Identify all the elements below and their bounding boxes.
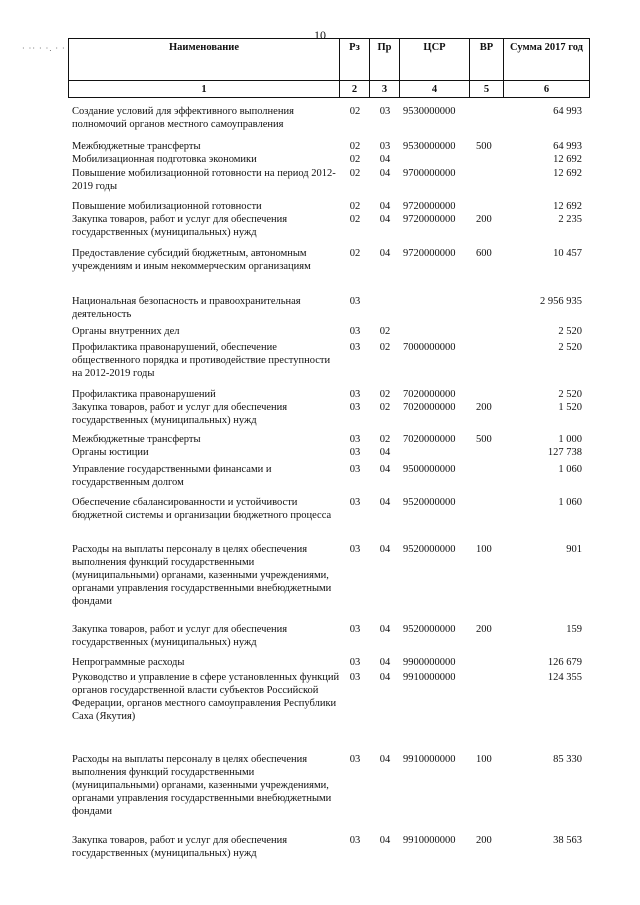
row-name: Профилактика правонарушений — [72, 389, 216, 400]
row-name: Расходы на выплаты персоналу в целях обеспечения выполнения функций государственными (муниципальными) органами, казенными учреждениями, органами управления государственными внебюджетными фондами — [72, 544, 332, 607]
row-csr: 7020000000 — [403, 389, 456, 400]
row-rz: 02 — [349, 201, 361, 212]
row-pr: 02 — [379, 434, 391, 445]
row-rz: 02 — [349, 168, 361, 179]
row-name: Закупка товаров, работ и услуг для обеспечения государственных (муниципальных) нужд — [72, 214, 288, 238]
row-rz: 03 — [349, 544, 361, 555]
header-rz: Рз — [340, 39, 370, 81]
row-pr: 02 — [379, 402, 391, 413]
row-sum: 2 520 — [558, 342, 582, 353]
table-row — [0, 656, 640, 671]
table-row — [0, 295, 640, 325]
table-row — [0, 623, 640, 656]
row-csr: 9530000000 — [403, 141, 456, 152]
table-row — [0, 325, 640, 341]
row-name: Органы внутренних дел — [72, 326, 180, 337]
table-row — [0, 341, 640, 388]
header-name: Наименование — [69, 39, 340, 81]
row-pr: 03 — [379, 141, 391, 152]
row-rz: 02 — [349, 154, 361, 165]
row-vr: 200 — [476, 214, 492, 225]
margin-scribble: · ·· · ·. · · — [22, 44, 66, 53]
row-pr: 02 — [379, 326, 391, 337]
table-header — [68, 38, 590, 98]
row-sum: 12 692 — [553, 154, 582, 165]
row-rz: 03 — [349, 657, 361, 668]
row-sum: 85 330 — [553, 754, 582, 765]
row-vr: 200 — [476, 402, 492, 413]
table-row — [0, 153, 640, 167]
row-pr: 04 — [379, 201, 391, 212]
row-sum: 38 563 — [553, 835, 582, 846]
header-csr: ЦСР — [400, 39, 470, 81]
row-name: Межбюджетные трансферты — [72, 434, 201, 445]
table-row — [0, 671, 640, 753]
row-sum: 2 956 935 — [540, 296, 582, 307]
row-rz: 02 — [349, 141, 361, 152]
table-row — [0, 834, 640, 864]
table-row — [0, 247, 640, 295]
header-pr: Пр — [370, 39, 400, 81]
row-csr: 9500000000 — [403, 464, 456, 475]
row-sum: 2 520 — [558, 326, 582, 337]
row-pr: 04 — [379, 754, 391, 765]
row-rz: 03 — [349, 326, 361, 337]
row-sum: 12 692 — [553, 168, 582, 179]
row-vr: 500 — [476, 141, 492, 152]
row-csr: 9700000000 — [403, 168, 456, 179]
table-row — [0, 543, 640, 623]
row-rz: 03 — [349, 296, 361, 307]
row-name: Органы юстиции — [72, 447, 149, 458]
row-name: Повышение мобилизационной готовности на период 2012-2019 годы — [72, 168, 336, 192]
row-rz: 03 — [349, 754, 361, 765]
row-vr: 500 — [476, 434, 492, 445]
row-rz: 03 — [349, 624, 361, 635]
row-sum: 64 993 — [553, 141, 582, 152]
row-rz: 02 — [349, 106, 361, 117]
row-csr: 7000000000 — [403, 342, 456, 353]
header-vr: ВР — [470, 39, 504, 81]
row-vr: 600 — [476, 248, 492, 259]
row-rz: 03 — [349, 447, 361, 458]
row-pr: 04 — [379, 544, 391, 555]
row-csr: 9720000000 — [403, 214, 456, 225]
row-pr: 04 — [379, 447, 391, 458]
table-row — [0, 213, 640, 247]
row-name: Профилактика правонарушений, обеспечение общественного порядка и противодействие преступности на 2012-2019 годы — [72, 342, 331, 379]
row-csr: 9720000000 — [403, 201, 456, 212]
row-sum: 124 355 — [547, 672, 582, 683]
table-row — [0, 446, 640, 463]
table-row — [0, 496, 640, 543]
table-row — [0, 388, 640, 401]
row-sum: 2 520 — [558, 389, 582, 400]
table-row — [0, 433, 640, 446]
row-pr: 04 — [379, 835, 391, 846]
row-name: Закупка товаров, работ и услуг для обеспечения государственных (муниципальных) нужд — [72, 624, 288, 648]
row-csr: 9520000000 — [403, 624, 456, 635]
row-name: Обеспечение сбалансированности и устойчивости бюджетной системы и организации бюджетного процесса — [72, 497, 332, 521]
row-vr: 200 — [476, 835, 492, 846]
row-rz: 03 — [349, 497, 361, 508]
row-name: Руководство и управление в сфере установленных функций органов государственной власти субъектов Российской Федерации, органов местного самоуправления Республики Саха (Якутия) — [72, 672, 340, 722]
row-rz: 03 — [349, 389, 361, 400]
row-csr: 9910000000 — [403, 672, 456, 683]
row-name: Межбюджетные трансферты — [72, 141, 201, 152]
header-num-name: 1 — [69, 81, 340, 98]
header-num-csr: 4 — [400, 81, 470, 98]
row-csr: 7020000000 — [403, 434, 456, 445]
row-sum: 10 457 — [553, 248, 582, 259]
row-sum: 1 520 — [558, 402, 582, 413]
row-rz: 03 — [349, 672, 361, 683]
row-rz: 03 — [349, 434, 361, 445]
row-pr: 04 — [379, 464, 391, 475]
row-sum: 12 692 — [553, 201, 582, 212]
row-pr: 04 — [379, 497, 391, 508]
row-name: Создание условий для эффективного выполнения полномочий органов местного самоуправления — [72, 106, 294, 130]
row-csr: 7020000000 — [403, 402, 456, 413]
row-rz: 03 — [349, 342, 361, 353]
row-sum: 126 679 — [547, 657, 582, 668]
row-csr: 9900000000 — [403, 657, 456, 668]
row-name: Повышение мобилизационной готовности — [72, 201, 262, 212]
header-num-rz: 2 — [340, 81, 370, 98]
row-pr: 03 — [379, 106, 391, 117]
row-name: Расходы на выплаты персоналу в целях обеспечения выполнения функций государственными (муниципальными) органами, казенными учреждениями, органами управления государственными внебюджетными фондами — [72, 754, 332, 817]
row-sum: 127 738 — [547, 447, 582, 458]
page-number: 10 — [314, 28, 326, 42]
header-sum: Сумма 2017 год — [504, 39, 590, 81]
row-csr: 9530000000 — [403, 106, 456, 117]
row-rz: 03 — [349, 835, 361, 846]
row-rz: 03 — [349, 402, 361, 413]
row-sum: 901 — [566, 544, 582, 555]
row-csr: 9520000000 — [403, 497, 456, 508]
row-rz: 02 — [349, 214, 361, 225]
row-name: Непрограммные расходы — [72, 657, 185, 668]
table-row — [0, 140, 640, 153]
row-pr: 04 — [379, 154, 391, 165]
row-sum: 64 993 — [553, 106, 582, 117]
table-row — [0, 167, 640, 200]
table-row — [0, 463, 640, 496]
header-num-sum: 6 — [504, 81, 590, 98]
table-body — [0, 105, 640, 864]
table-row — [0, 200, 640, 213]
table-row — [0, 753, 640, 834]
row-csr: 9520000000 — [403, 544, 456, 555]
row-sum: 1 000 — [558, 434, 582, 445]
row-pr: 04 — [379, 672, 391, 683]
row-csr: 9910000000 — [403, 754, 456, 765]
row-csr: 9910000000 — [403, 835, 456, 846]
table-row — [0, 105, 640, 140]
row-pr: 04 — [379, 657, 391, 668]
header-num-vr: 5 — [470, 81, 504, 98]
row-name: Закупка товаров, работ и услуг для обеспечения государственных (муниципальных) нужд — [72, 835, 288, 859]
row-vr: 100 — [476, 544, 492, 555]
row-rz: 02 — [349, 248, 361, 259]
row-vr: 100 — [476, 754, 492, 765]
row-sum: 159 — [566, 624, 582, 635]
row-sum: 1 060 — [558, 464, 582, 475]
row-pr: 04 — [379, 168, 391, 179]
row-vr: 200 — [476, 624, 492, 635]
row-pr: 04 — [379, 214, 391, 225]
row-pr: 02 — [379, 389, 391, 400]
row-rz: 03 — [349, 464, 361, 475]
row-csr: 9720000000 — [403, 248, 456, 259]
row-pr: 02 — [379, 342, 391, 353]
row-pr: 04 — [379, 624, 391, 635]
row-name: Национальная безопасность и правоохранительная деятельность — [72, 296, 301, 320]
row-name: Предоставление субсидий бюджетным, автономным учреждениям и иным некоммерческим организациям — [72, 248, 311, 272]
header-num-pr: 3 — [370, 81, 400, 98]
row-name: Мобилизационная подготовка экономики — [72, 154, 257, 165]
row-sum: 2 235 — [558, 214, 582, 225]
row-name: Управление государственными финансами и государственным долгом — [72, 464, 272, 488]
row-sum: 1 060 — [558, 497, 582, 508]
row-pr: 04 — [379, 248, 391, 259]
table-row — [0, 401, 640, 433]
row-name: Закупка товаров, работ и услуг для обеспечения государственных (муниципальных) нужд — [72, 402, 288, 426]
